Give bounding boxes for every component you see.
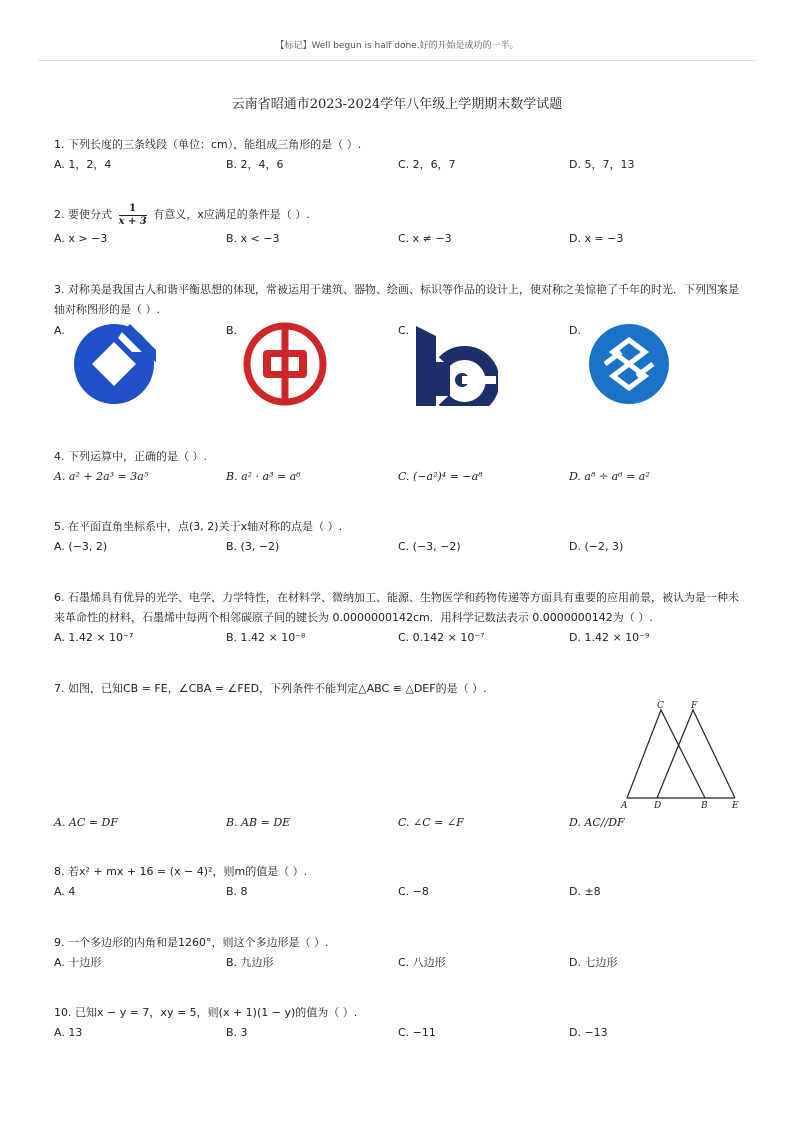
option-c[interactable]: C. ∠C = ∠F [398, 816, 464, 829]
page-title: 云南省昭通市2023-2024学年八年级上学期期末数学试题 [231, 97, 563, 112]
option-d[interactable]: D. (−2, 3) [569, 540, 624, 553]
option-d[interactable]: D. 1.42 × 10⁻⁹ [569, 631, 650, 644]
question-7 [54, 679, 744, 699]
question-stem: 10. 已知x − y = 7，xy = 5，则(x + 1)(1 − y)的值为（ ）. [54, 1006, 358, 1019]
option-b[interactable]: B. 九边形 [226, 956, 274, 969]
question-1 [54, 135, 744, 175]
china-mobile-logo-icon[interactable] [587, 322, 671, 406]
option-b[interactable]: B. [226, 324, 238, 337]
option-c[interactable]: C. [398, 324, 410, 337]
question-stem: 1. 下列长度的三条线段（单位：cm），能组成三角形的是（ ）. [54, 138, 362, 151]
option-d[interactable]: D. 5，7，13 [569, 158, 635, 171]
question-8 [54, 862, 744, 902]
option-a[interactable]: A. x > −3 [54, 232, 108, 245]
option-c[interactable]: C. −8 [398, 885, 429, 898]
option-a[interactable]: A. 4 [54, 885, 76, 898]
option-b[interactable]: B. (3, −2) [226, 540, 280, 553]
option-a[interactable]: A. (−3, 2) [54, 540, 108, 553]
question-stem: 8. 若x² + mx + 16 = (x − 4)²，则m的值是（ ）. [54, 865, 308, 878]
option-c[interactable]: C. (−a²)⁴ = −a⁸ [398, 470, 483, 483]
point-label-b: B [701, 801, 708, 810]
option-b[interactable]: B. 8 [226, 885, 248, 898]
option-b[interactable]: B. AB = DE [226, 816, 291, 829]
question-stem: 2. 要使分式 [54, 208, 112, 221]
question-3 [54, 280, 744, 320]
fraction-numerator: 1 [119, 203, 147, 216]
fraction [119, 203, 147, 228]
question-9 [54, 933, 744, 973]
question-stem: 4. 下列运算中，正确的是（ ）. [54, 450, 207, 463]
option-a[interactable]: A. 十边形 [54, 956, 102, 969]
fraction-denominator: x + 3 [118, 215, 147, 227]
option-c[interactable]: C. 0.142 × 10⁻⁷ [398, 631, 485, 644]
option-c[interactable]: C. (−3, −2) [398, 540, 461, 553]
option-c[interactable]: C. 2，6，7 [398, 158, 456, 171]
question-4 [54, 447, 744, 487]
option-a[interactable]: A. 13 [54, 1026, 83, 1039]
option-d[interactable]: D. −13 [569, 1026, 608, 1039]
option-d[interactable]: D. AC//DF [569, 816, 625, 829]
option-c[interactable]: C. x ≠ −3 [398, 232, 452, 245]
option-c[interactable]: C. 八边形 [398, 956, 446, 969]
question-stem: 6. 石墨烯具有优异的光学、电学、力学特性，在材料学、微纳加工、能源、生物医学和药物传递等方面具有重要的应用前景，被认为是一种未来革命性的材料，石墨烯中每两个相邻碳原子间的键长为 0.0000000142cm．用科学记数法表示 0.0000000142为（ ）. [54, 591, 739, 624]
option-b[interactable]: B. 1.42 × 10⁻⁸ [226, 631, 306, 644]
ccb-logo-icon[interactable] [72, 322, 156, 406]
page-header: 【标记】Well begun is half done.好的开始是成功的一半。 [275, 41, 519, 51]
question-stem: 9. 一个多边形的内角和是1260°，则这个多边形是（ ）. [54, 936, 329, 949]
option-a[interactable]: A. 1.42 × 10⁻⁷ [54, 631, 134, 644]
question-5 [54, 517, 744, 557]
option-b[interactable]: B. 3 [226, 1026, 248, 1039]
header-divider [38, 60, 756, 61]
point-label-a: A [621, 801, 628, 810]
point-label-f: F [691, 701, 698, 711]
question-stem-tail: 有意义，x应满足的条件是（ ）. [153, 208, 310, 221]
triangle-figure [615, 698, 745, 810]
point-label-d: D [654, 801, 662, 810]
option-c[interactable]: C. −11 [398, 1026, 436, 1039]
option-d[interactable]: D. a⁸ ÷ a⁶ = a² [569, 470, 650, 483]
question-stem: 5. 在平面直角坐标系中，点(3, 2)关于x轴对称的点是（ ）. [54, 520, 343, 533]
question-6 [54, 588, 744, 648]
option-a[interactable]: A. [54, 324, 65, 337]
option-b[interactable]: B. 2，4，6 [226, 158, 284, 171]
option-d[interactable]: D. 七边形 [569, 956, 618, 969]
question-2 [54, 201, 744, 249]
option-b[interactable]: B. a² · a³ = a⁶ [226, 470, 301, 483]
option-a[interactable]: A. 1，2，4 [54, 158, 112, 171]
point-label-c: C [657, 701, 664, 711]
question-stem: 3. 对称美是我国古人和谐平衡思想的体现，常被运用于建筑、器物、绘画、标识等作品的设计上，使对称之美惊艳了千年的时光．下列图案是轴对称图形的是（ ）. [54, 283, 739, 316]
option-d[interactable]: D. [569, 324, 581, 337]
question-stem: 7. 如图，已知CB = FE，∠CBA = ∠FED，下列条件不能判定△ABC ≌ △DEF的是（ ）. [54, 682, 487, 695]
option-a[interactable]: A. a² + 2a³ = 3a⁵ [54, 470, 149, 483]
boc-logo-icon[interactable] [243, 322, 327, 406]
option-a[interactable]: A. AC = DF [54, 816, 118, 829]
bank-logo-c-icon[interactable] [414, 322, 498, 406]
option-d[interactable]: D. x = −3 [569, 232, 624, 245]
question-10 [54, 1003, 744, 1043]
point-label-e: E [732, 801, 739, 810]
option-b[interactable]: B. x < −3 [226, 232, 280, 245]
option-d[interactable]: D. ±8 [569, 885, 601, 898]
